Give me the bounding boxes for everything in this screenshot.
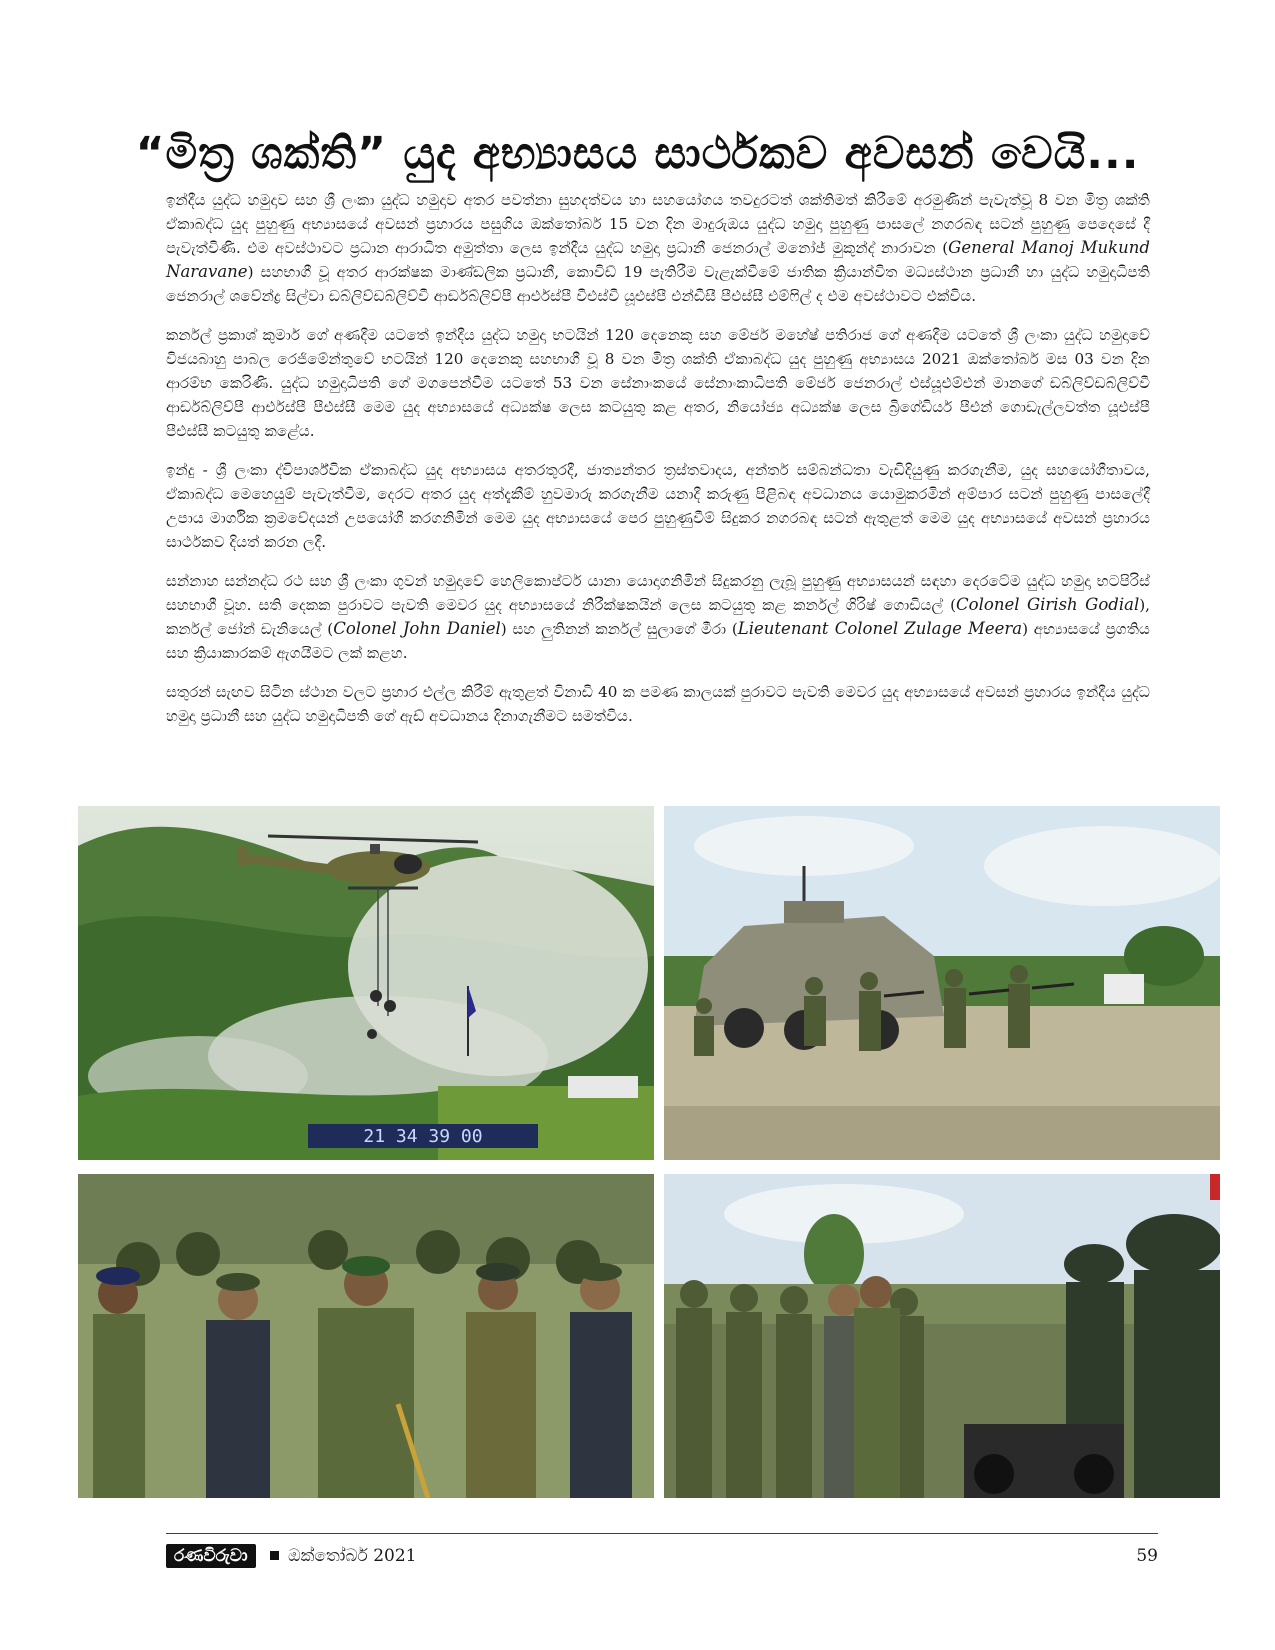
paragraph-1: ඉන්දීය යුද්ධ හමුදාව සහ ශ්‍රී ලංකා යුද්ධ හමුදාව අතර පවත්නා සුහදත්වය හා සහයෝගය තවදුරටත් ශක්තිමත් කිරීමේ අරමුණින් පැවැත්වූ 8 වන මිත්‍ර ශක්ති ඒකාබද්ධ යුද පුහුණු අභ්‍යාසයේ අවසන් ප්‍රහාරය පසුගිය ඔක්තෝබර් 15 වන දින මාදුරුඔය යුද්ධ හමුදා පුහුණු පාසලේ නගරබඳ සටන් පුහුණු පෙදෙසේ දී පැවැත්විණි. එම අවස්ථාවට ප්‍රධාන ආරාධිත අමුත්තා ලෙස ඉන්දීය යුද්ධ හමුදා ප්‍රධානී ජෙනරාල් මනෝජ් මුකුන්ද් නාරාවන (General Manoj Mukund Naravane) සහභාගී වූ අතර ආරක්ෂක මාණ්ඩලික ප්‍රධානී, කොවිඩ් 19 පැතිරීම වැළැක්වීමේ ජාතික ක්‍රියාන්විත මධ්‍යස්ථාන ප්‍රධානී හා යුද්ධ හමුදාධිපති ජෙනරාල් ශවේන්ද්‍ර සිල්වා ඩබ්ලිව්ඩබ්ලිව්වී ආර්ඩබ්ලිව්පී ආර්එස්පී වීඑස්වී යූඑස්පී එන්ඩීසී පීඑස්සී එම්ෆිල් ද එම අවස්ථාවට එක්විය.	[166, 191, 1150, 305]
paragraph-3: ඉන්දු - ශ්‍රී ලංකා ද්විපාර්ශ්වික ඒකාබද්ධ යුද අභ්‍යාසය අතරතුරදී, ජාත්‍යන්තර ත්‍රස්තවාදය, අන්තර් සම්බන්ධතා වැඩිදියුණු කරගැනීම, යුද සහයෝගීතාවය, ඒකාබද්ධ මෙහෙයුම් පැවැත්වීම, දෙරට අතර යුද අත්දැකීම් හුවමාරු කරගැනීම යනාදී කරුණු පිළිබඳ අවධානය යොමුකරමින් අම්පාර සටන් පුහුණු පාසලේදී උපාය මාර්ගික ක්‍රමවේදයන් උපයෝගී කරගනිමින් මෙම යුද අභ්‍යාසයේ පෙර පුහුණුවීම් සිදුකර නගරබඳ සටන් ඇතුළත් මෙම යුද අභ්‍යාසයේ අවසන් ප්‍රහාරය සාර්ථකව දියත් කරන ලදී.	[166, 461, 1150, 551]
photo-helicopter-rappel	[78, 806, 654, 1160]
article-body	[166, 188, 1150, 728]
photo-time-stamp: 21 34 39 00	[363, 1126, 483, 1147]
english-name: Colonel John Daniel	[333, 619, 501, 638]
footer-divider	[166, 1533, 1158, 1534]
issue-date: ඔක්තෝබර් 2021	[288, 1546, 417, 1566]
page-number: 59	[1136, 1546, 1158, 1566]
commander-inspecting	[854, 1276, 900, 1498]
square-bullet-icon	[270, 1551, 279, 1560]
paragraph-4: සන්නාහ සන්නද්ධ රථ සහ ශ්‍රී ලංකා ගුවන් හමුදාවේ හෙලිකොප්ටර් යානා යොදාගනිමින් සිදුකරනු ලැබූ පුහුණු අභ්‍යාසයන් සඳහා දෙරටේම යුද්ධ හමුදා භටපිරිස් සහභාගී වූහ. සති දෙකක පුරාවට පැවති මෙවර යුද අභ්‍යාසයේ නිරීක්ෂකයින් ලෙස කටයුතු කළ කර්නල් ගිරිෂ් ගොඩියල් (Colonel Girish Godial), කර්නල් ජෝන් ඩැනියෙල් (Colonel John Daniel) සහ ලුතිනන් කර්නල් සුලාගේ මීරා (Lieutenant Colonel Zulage Meera) අභ්‍යාසයේ ප්‍රගතිය සහ ක්‍රියාකාරකම් ඇගයීමට ලක් කළහ.	[166, 572, 1150, 662]
photo-officers-group	[78, 1174, 654, 1498]
photo-grid	[78, 806, 1220, 1498]
photo-armoured-vehicle-assault	[664, 806, 1220, 1160]
paragraph-5: සතුරන් සැඟව සිටින ස්ථාන වලට ප්‍රහාර එල්ල කිරීම් ඇතුළත් විනාඩි 40 ක පමණ කාලයක් පුරාවට පැවති මෙවර යුද අභ්‍යාසයේ අවසන් ප්‍රහාරය ඉන්දීය යුද්ධ හමුදා ප්‍රධානී සහ යුද්ධ හමුදාධිපති ගේ ඇඩ් අවධානය දිනාගැනීමට සමත්විය.	[166, 683, 1150, 725]
paragraph-2: කර්නල් ප්‍රකාශ් කුමාර් ගේ අණදීම යටතේ ඉන්දීය යුද්ධ හමුදා භටයින් 120 දෙනෙකු සහ මේජර් මහේෂ් පතිරාජ ගේ අණදීම යටතේ ශ්‍රී ලංකා යුද්ධ හමුදාවේ විජයබාහු පාබල රෙජිමේන්තුවේ භටයින් 120 දෙනෙකු සහභාගී වූ 8 වන මිත්‍ර ශක්ති ඒකාබද්ධ යුද පුහුණු අභ්‍යාසය 2021 ඔක්තෝබර් මස 03 වන දින ආරම්භ කෙරිණි. යුද්ධ හමුදාධිපති ගේ මගපෙන්වීම යටතේ 53 වන සේනාංකයේ සේනාංකාධිපති මේජර් ජෙනරාල් එස්යූඑම්එන් මානගේ ඩබ්ලිව්ඩබ්ලිව්වී ආර්ඩබ්ලිව්පී ආර්එස්පී පීඑස්සී මෙම යුද අභ්‍යාසයේ අධ්‍යක්ෂ ලෙස කටයුතු කළ අතර, නියෝජ්‍ය අධ්‍යක්ෂ ලෙස බ්‍රිගේඩියර් පීඑන් ගොඩැල්ලවත්ත යූඑස්පී පීඑස්සී කටයුතු කළේය.	[166, 326, 1150, 440]
article-title: “මිත්‍ර ශක්ති” යුද අභ්‍යාසය සාර්ථකව අවසන් වෙයි...	[135, 128, 1140, 179]
magazine-logo: රණවිරුවා	[166, 1544, 256, 1568]
page-footer	[166, 1544, 1158, 1574]
english-name: General Manoj Mukund Naravane	[166, 238, 1150, 281]
english-name: Colonel Girish Godial	[956, 595, 1140, 614]
photo-troop-inspection	[664, 1174, 1220, 1498]
english-name: Lieutenant Colonel Zulage Meera	[737, 619, 1023, 638]
